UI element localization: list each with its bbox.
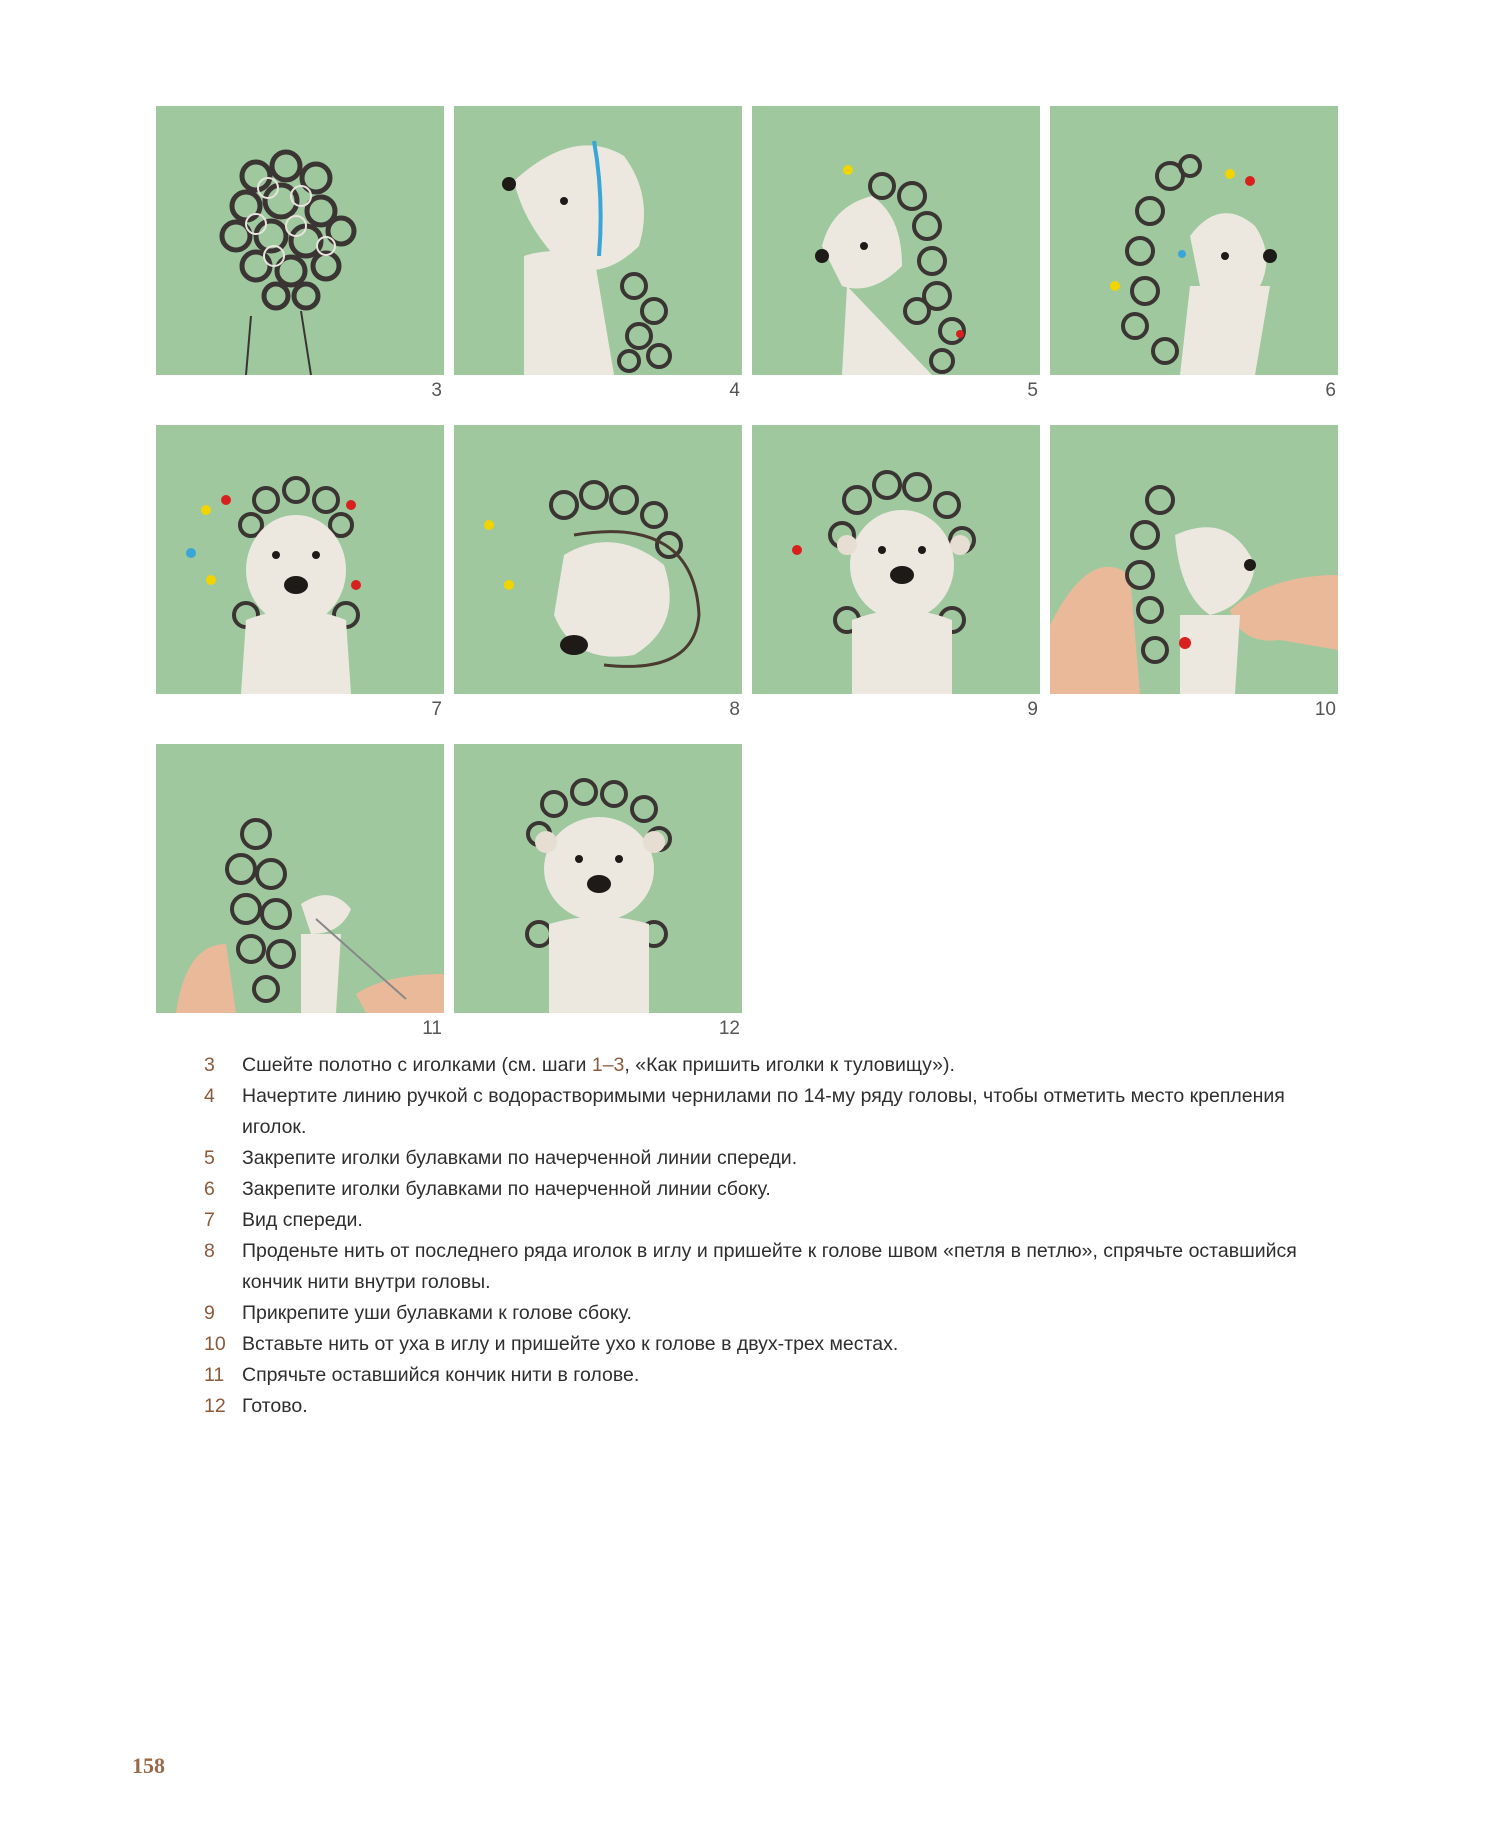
step-number: 3 <box>204 1054 215 1076</box>
instruction-list <box>204 1050 1336 1422</box>
photo-number: 8 <box>729 699 740 720</box>
step-number: 12 <box>204 1395 226 1417</box>
photo-row <box>156 425 1336 722</box>
hedgehog-sewing-ear-illustration <box>1050 425 1338 694</box>
step-text: Вид спереди. <box>242 1209 363 1231</box>
photo-step-3 <box>156 106 444 403</box>
hedgehog-pinned-other-side-illustration <box>1050 106 1338 375</box>
hedgehog-front-pinned-illustration <box>156 425 444 694</box>
photo <box>1050 425 1338 694</box>
list-item <box>204 1329 1336 1360</box>
photo-step-7 <box>156 425 444 722</box>
step-text: Вставьте нить от уха в иглу и пришейте ухо к голове в двух-трех местах. <box>242 1333 899 1355</box>
step-reference: 1–3 <box>591 1054 625 1076</box>
list-item <box>204 1050 1336 1081</box>
list-item <box>204 1205 1336 1236</box>
step-number: 9 <box>204 1302 215 1324</box>
hedgehog-sewing-illustration <box>454 425 742 694</box>
photo <box>454 425 742 694</box>
step-text <box>242 1050 1336 1081</box>
photo-row <box>156 744 1336 1041</box>
photo-step-9 <box>752 425 1040 722</box>
photo-step-10 <box>1050 425 1338 722</box>
step-text: Прикрепите уши булавками к голове сбоку. <box>242 1302 632 1324</box>
step-number: 10 <box>204 1333 226 1355</box>
photo-step-5 <box>752 106 1040 403</box>
list-item <box>204 1298 1336 1329</box>
photo <box>752 106 1040 375</box>
step-number: 11 <box>204 1364 225 1386</box>
photo-row <box>156 106 1336 403</box>
list-item <box>204 1174 1336 1205</box>
photo-step-6 <box>1050 106 1338 403</box>
photo-number: 9 <box>1027 699 1038 720</box>
list-item <box>204 1360 1336 1391</box>
list-item <box>204 1143 1336 1174</box>
hedgehog-finished-illustration <box>454 744 742 1013</box>
photo-step-4 <box>454 106 742 403</box>
photo-number: 10 <box>1314 699 1336 720</box>
photo <box>156 744 444 1013</box>
photo <box>454 744 742 1013</box>
hedgehog-pinned-side-illustration <box>752 106 1040 375</box>
photo <box>156 106 444 375</box>
page-number: 158 <box>132 1753 165 1778</box>
list-item <box>204 1236 1336 1298</box>
step-number: 7 <box>204 1209 215 1231</box>
photo <box>156 425 444 694</box>
hedgehog-side-illustration <box>454 106 742 375</box>
step-text: Проденьте нить от последнего ряда иголок в иглу и пришейте к голове швом «петля в петлю», спрячьте оставшийся кончик нити внутри головы. <box>242 1240 1297 1293</box>
step-text: Готово. <box>242 1395 308 1417</box>
photo-grid <box>156 106 1336 1063</box>
step-number: 4 <box>204 1085 215 1107</box>
step-number: 8 <box>204 1240 215 1262</box>
photo-number: 7 <box>431 699 442 720</box>
photo <box>454 106 742 375</box>
photo-number: 4 <box>729 380 740 401</box>
photo-step-8 <box>454 425 742 722</box>
photo-number: 6 <box>1325 380 1336 401</box>
step-text: Закрепите иголки булавками по начерченной линии спереди. <box>242 1147 798 1169</box>
photo <box>1050 106 1338 375</box>
step-text: Спрячьте оставшийся кончик нити в голове. <box>242 1364 640 1386</box>
photo-step-12 <box>454 744 742 1041</box>
photo-number: 5 <box>1027 380 1038 401</box>
step-text-part: , «Как пришить иголки к туловищу»). <box>624 1054 955 1076</box>
step-text: Закрепите иголки булавками по начерченной линии сбоку. <box>242 1178 771 1200</box>
photo-number: 12 <box>718 1018 740 1039</box>
photo-number: 3 <box>431 380 442 401</box>
step-number: 5 <box>204 1147 215 1169</box>
hedgehog-hiding-thread-illustration <box>156 744 444 1013</box>
hedgehog-ears-pinned-illustration <box>752 425 1040 694</box>
photo <box>752 425 1040 694</box>
step-number: 6 <box>204 1178 215 1200</box>
step-text: Начертите линию ручкой с водорастворимыми чернилами по 14-му ряду головы, чтобы отметить место крепления иголок. <box>242 1085 1285 1138</box>
loop-spines-illustration <box>156 106 444 375</box>
list-item <box>204 1391 1336 1422</box>
photo-step-11 <box>156 744 444 1041</box>
step-text-part: Сшейте полотно с иголками (см. шаги <box>242 1054 592 1076</box>
list-item <box>204 1081 1336 1143</box>
photo-number: 11 <box>422 1018 442 1039</box>
